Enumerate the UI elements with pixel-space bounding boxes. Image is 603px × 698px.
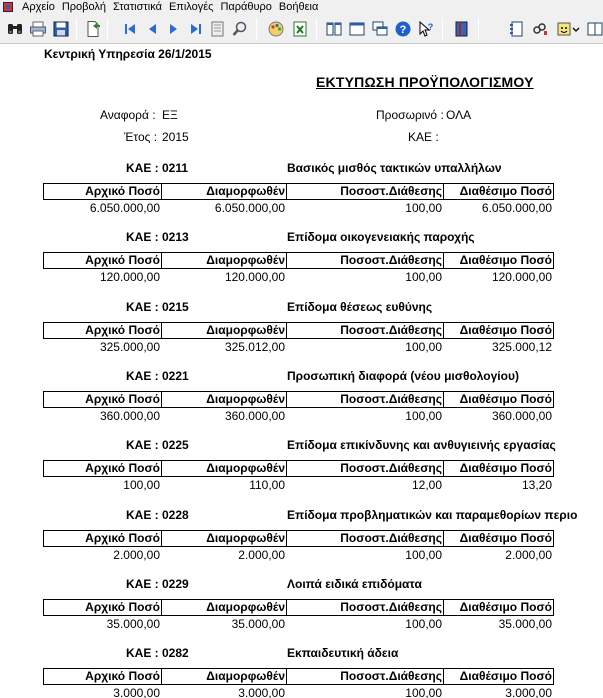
kae-block [0,577,603,647]
kae-code: ΚΑΕ : 0229 [126,577,189,591]
value-available-amount: 6.050.000,00 [481,201,552,215]
column-header-initial-amount: Αρχικό Ποσό [43,391,162,408]
help-icon[interactable] [394,20,412,38]
column-header-adjusted-amount: Διαμορφωθέν [161,530,287,547]
value-availability-percent: 100,00 [405,340,442,354]
column-header-available-amount: Διαθέσιμο Ποσό [443,460,554,477]
column-header-adjusted-amount: Διαμορφωθέν [161,391,287,408]
value-available-amount: 13,20 [521,478,552,492]
value-availability-percent: 100,00 [405,270,442,284]
provisional-label: Προσωρινό : [376,108,444,122]
report-title: ΕΚΤΥΠΩΣΗ ΠΡΟΫΠΟΛΟΓΙΣΜΟΥ [316,74,534,90]
whats-this-icon[interactable] [417,20,435,38]
kae-code: ΚΑΕ : 0221 [126,369,189,383]
value-initial-amount: 35.000,00 [106,617,160,631]
kae-code: ΚΑΕ : 0282 [126,646,189,660]
values-row [43,617,553,632]
kae-code: ΚΑΕ : 0225 [126,438,189,452]
kae-block [0,438,603,508]
kae-description: Επίδομα οικογενειακής παροχής [287,230,475,244]
report-page [0,45,603,698]
column-header-availability-percent: Ποσοστ.Διάθεσης [286,322,444,339]
value-initial-amount: 100,00 [123,478,160,492]
column-header-availability-percent: Ποσοστ.Διάθεσης [286,668,444,685]
provisional-value: ΟΛΑ [446,108,472,122]
column-header-initial-amount: Αρχικό Ποσό [43,460,162,477]
value-adjusted-amount: 360.000,00 [224,409,285,423]
kae-block [0,300,603,370]
values-row [43,686,553,698]
menu-help[interactable]: Βοήθεια [278,1,319,13]
column-header-initial-amount: Αρχικό Ποσό [43,183,162,200]
book-icon[interactable] [453,20,471,38]
column-header-available-amount: Διαθέσιμο Ποσό [443,668,554,685]
year-label: Έτος : [124,130,158,144]
values-row [43,409,553,424]
value-available-amount: 325.000,12 [491,340,552,354]
value-adjusted-amount: 35.000,00 [231,617,285,631]
svg-text:?: ? [427,22,434,32]
reference-value: ΕΞ [162,108,178,122]
app-icon[interactable] [3,2,13,12]
options-icon[interactable] [555,20,573,38]
export-icon[interactable] [84,20,102,38]
menu-options[interactable]: Επιλογές [168,1,214,13]
kae-block [0,369,603,439]
first-record-icon[interactable] [121,20,139,38]
palette-icon[interactable] [267,20,285,38]
binoculars-icon[interactable] [6,20,24,38]
column-header-available-amount: Διαθέσιμο Ποσό [443,183,554,200]
value-initial-amount: 120.000,00 [99,270,160,284]
column-header-row [43,252,553,269]
zoom-icon[interactable] [231,20,249,38]
last-record-icon[interactable] [187,20,205,38]
menu-window[interactable]: Παράθυρο [220,1,272,13]
tile-vertical-icon[interactable] [325,20,343,38]
column-header-initial-amount: Αρχικό Ποσό [43,322,162,339]
kae-code: ΚΑΕ : 0211 [126,161,189,175]
column-header-adjusted-amount: Διαμορφωθέν [161,183,287,200]
value-availability-percent: 100,00 [405,617,442,631]
value-adjusted-amount: 110,00 [249,478,285,492]
values-row [43,270,553,285]
value-initial-amount: 2.000,00 [113,548,160,562]
menu-bar [0,0,603,14]
column-header-row [43,460,553,477]
value-adjusted-amount: 6.050.000,00 [214,201,285,215]
column-header-adjusted-amount: Διαμορφωθέν [161,252,287,269]
next-record-icon[interactable] [165,20,183,38]
column-header-availability-percent: Ποσοστ.Διάθεσης [286,530,444,547]
column-header-adjusted-amount: Διαμορφωθέν [161,668,287,685]
column-header-availability-percent: Ποσοστ.Διάθεσης [286,391,444,408]
excel-icon[interactable] [291,20,309,38]
cascade-icon[interactable] [371,20,389,38]
value-available-amount: 2.000,00 [505,548,552,562]
menu-file[interactable]: Αρχείο [22,1,55,13]
column-header-availability-percent: Ποσοστ.Διάθεσης [286,252,444,269]
values-row [43,478,553,493]
kae-block [0,230,603,300]
column-header-available-amount: Διαθέσιμο Ποσό [443,252,554,269]
value-availability-percent: 100,00 [405,548,442,562]
kae-description: Βασικός μισθός τακτικών υπαλλήλων [287,161,502,175]
column-header-row [43,530,553,547]
menu-view[interactable]: Προβολή [61,1,107,13]
kae-description: Προσωπική διαφορά (νέου μισθολογίου) [287,369,519,383]
values-row [43,340,553,355]
value-adjusted-amount: 325.012,00 [224,340,285,354]
column-header-adjusted-amount: Διαμορφωθέν [161,599,287,616]
chevron-down-icon[interactable] [572,20,580,38]
value-available-amount: 35.000,00 [498,617,552,631]
link-icon[interactable] [531,20,549,38]
kae-code: ΚΑΕ : 0215 [126,300,189,314]
column-header-availability-percent: Ποσοστ.Διάθεσης [286,460,444,477]
menu-statistics[interactable]: Στατιστικά [113,1,162,13]
kae-description: Εκπαιδευτική άδεια [287,646,399,660]
kae-code: ΚΑΕ : 0228 [126,508,189,522]
value-initial-amount: 360.000,00 [99,409,160,423]
column-header-adjusted-amount: Διαμορφωθέν [161,322,287,339]
column-header-availability-percent: Ποσοστ.Διάθεσης [286,599,444,616]
column-header-row [43,183,553,200]
toolbar [0,14,603,44]
values-row [43,201,553,216]
value-available-amount: 3.000,00 [505,686,552,698]
value-adjusted-amount: 2.000,00 [238,548,285,562]
column-header-availability-percent: Ποσοστ.Διάθεσης [286,183,444,200]
window-icon[interactable] [348,20,366,38]
value-adjusted-amount: 3.000,00 [238,686,285,698]
column-header-available-amount: Διαθέσιμο Ποσό [443,322,554,339]
column-header-available-amount: Διαθέσιμο Ποσό [443,391,554,408]
column-header-initial-amount: Αρχικό Ποσό [43,668,162,685]
value-initial-amount: 325.000,00 [99,340,160,354]
value-availability-percent: 100,00 [405,409,442,423]
column-header-available-amount: Διαθέσιμο Ποσό [443,530,554,547]
kae-description: Λοιπά ειδικά επιδόματα [287,577,422,591]
column-header-row [43,322,553,339]
kae-filter-label: ΚΑΕ : [408,130,439,144]
value-availability-percent: 100,00 [405,686,442,698]
column-header-initial-amount: Αρχικό Ποσό [43,252,162,269]
report-settings-icon[interactable] [508,20,526,38]
value-available-amount: 360.000,00 [491,409,552,423]
kae-block [0,646,603,698]
column-header-initial-amount: Αρχικό Ποσό [43,530,162,547]
kae-block [0,508,603,578]
print-preview-icon[interactable] [209,20,227,38]
kae-description: Επίδομα θέσεως ευθύνης [287,300,433,314]
organization-header: Κεντρική Υπηρεσία 26/1/2015 [44,47,212,61]
column-header-row [43,599,553,616]
column-header-row [43,668,553,685]
reference-label: Αναφορά : [100,108,156,122]
column-header-row [43,391,553,408]
previous-record-icon[interactable] [143,20,161,38]
year-value: 2015 [162,130,189,144]
value-availability-percent: 100,00 [405,201,442,215]
value-availability-percent: 12,00 [411,478,442,492]
save-icon[interactable] [52,20,70,38]
kae-description: Επίδομα προβληματικών και παραμεθορίων περιο [287,508,578,522]
column-header-initial-amount: Αρχικό Ποσό [43,599,162,616]
value-initial-amount: 6.050.000,00 [89,201,160,215]
column-header-adjusted-amount: Διαμορφωθέν [161,460,287,477]
svg-text:?: ? [399,24,407,36]
value-adjusted-amount: 120.000,00 [224,270,285,284]
column-header-available-amount: Διαθέσιμο Ποσό [443,599,554,616]
kae-code: ΚΑΕ : 0213 [126,230,189,244]
values-row [43,548,553,563]
value-available-amount: 120.000,00 [491,270,552,284]
print-icon[interactable] [29,20,47,38]
kae-block [0,161,603,231]
kae-description: Επίδομα επικίνδυνης και ανθυγιεινής εργασίας [287,438,556,452]
window-split-icon[interactable] [586,20,603,38]
value-initial-amount: 3.000,00 [113,686,160,698]
